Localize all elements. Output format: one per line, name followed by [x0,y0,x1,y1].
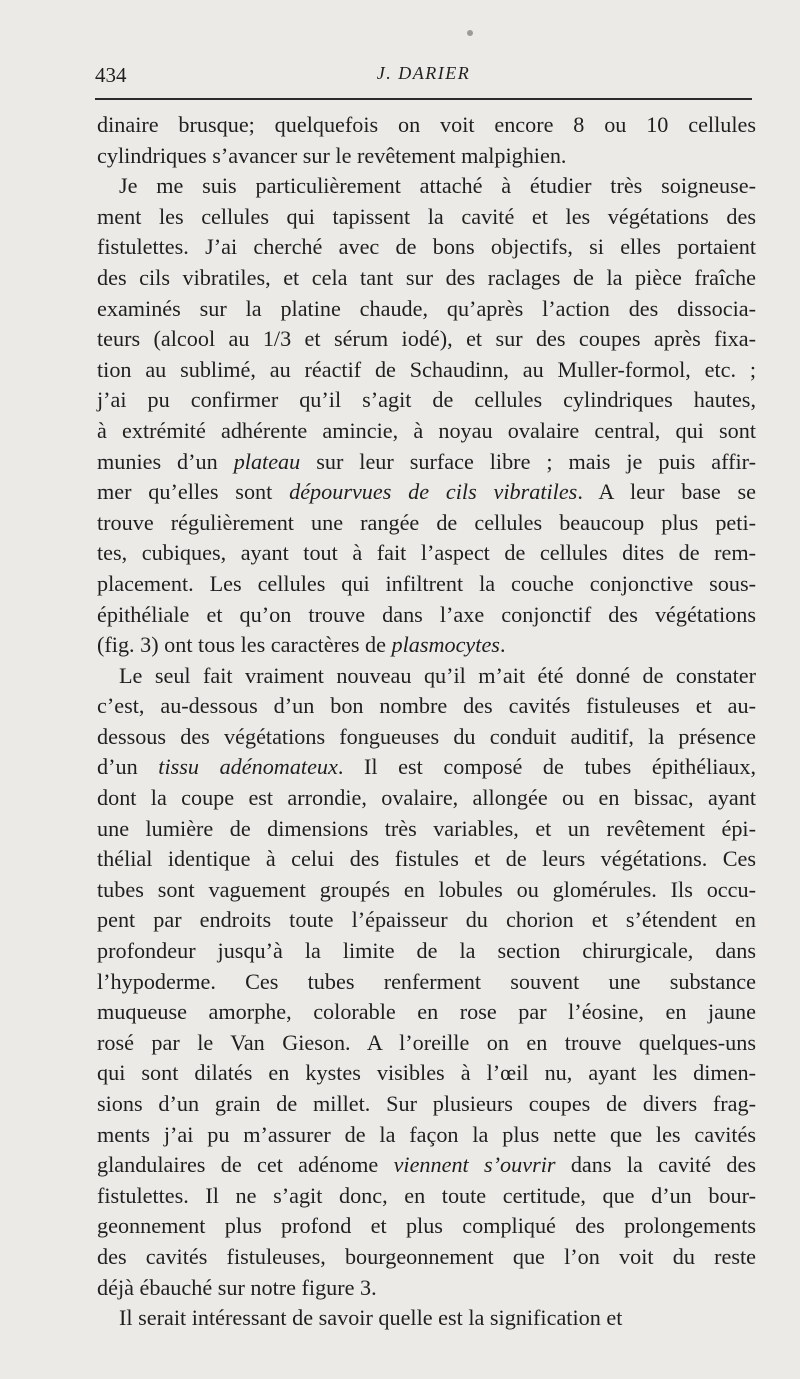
text-run: tubes sont vaguement groupés en lobules ou glomérules. Ils occu- [97,876,756,902]
text-line [97,141,756,172]
text-line [97,844,756,875]
text-run: fistulettes. Il ne s’agit donc, en toute certitude, que d’un bour- [97,1182,756,1208]
text-run: rosé par le Van Gieson. A l’oreille on en trouve quelques-uns [97,1029,756,1055]
text-line [97,171,756,202]
text-line [97,110,756,141]
text-run: épithéliale et qu’on trouve dans l’axe conjonctif des végétations [97,601,756,627]
text-line [97,661,756,692]
text-line [97,722,756,753]
text-run: geonnement plus profond et plus compliqué des prolongements [97,1213,756,1239]
italic-phrase: plasmocytes [391,632,500,658]
text-line [97,202,756,233]
text-run: Je me suis particulièrement attaché à étudier très soigneuse- [119,173,756,199]
text-line [97,1242,756,1273]
text-line [97,263,756,294]
text-line [97,416,756,447]
text-run: thélial identique à celui des fistules et de leurs végétations. Ces [97,846,756,872]
text-run: ments j’ai pu m’assurer de la façon la plus nette que les cavités [97,1121,756,1147]
text-run: l’hypoderme. Ces tubes renferment souvent une substance [97,968,756,994]
text-run: muqueuse amorphe, colorable en rose par l’éosine, en jaune [97,999,756,1025]
text-line [97,477,756,508]
text-line [97,630,756,661]
text-run: cylindriques s’avancer sur le revêtement malpighien. [97,142,567,168]
text-line [97,752,756,783]
paragraph [97,171,756,661]
text-run: . [499,632,506,658]
body-text [97,110,756,1334]
running-head: J. DARIER [376,63,471,83]
italic-phrase: viennent s’ouvrir [393,1152,556,1178]
text-run: trouve régulièrement une rangée de cellules beaucoup plus peti- [97,509,756,535]
text-run: une lumière de dimensions très variables, et un revêtement épi- [97,815,756,841]
text-run: j’ai pu confirmer qu’il s’agit de cellules cylindriques hautes, [97,387,756,413]
text-line [97,1028,756,1059]
text-run: ment les cellules qui tapissent la cavité et les végétations des [97,203,756,229]
text-line [97,600,756,631]
paragraph [97,661,756,1303]
text-line [97,1181,756,1212]
text-run: placement. Les cellules qui infiltrent la couche conjonctive sous- [97,570,756,596]
paragraph [97,110,756,171]
text-line [97,783,756,814]
italic-phrase: tissu adénomateux [158,754,338,780]
text-run: tes, cubiques, ayant tout à fait l’aspect de cellules dites de rem- [97,540,756,566]
text-line [97,324,756,355]
text-line [97,814,756,845]
text-run: Le seul fait vraiment nouveau qu’il m’ait été donné de constater [119,662,756,688]
text-line [97,1211,756,1242]
text-run: fistulettes. J’ai cherché avec de bons objectifs, si elles portaient [97,234,756,260]
text-run: Il serait intéressant de savoir quelle est la signification et [119,1305,623,1331]
text-line [97,569,756,600]
text-run: déjà ébauché sur notre figure 3. [97,1274,377,1300]
page-header [95,63,752,99]
text-run: dont la coupe est arrondie, ovalaire, allongée ou en bissac, ayant [97,785,756,811]
text-line [97,875,756,906]
text-run: des cavités fistuleuses, bourgeonnement que l’on voit du reste [97,1243,756,1269]
text-line [97,905,756,936]
text-line [97,232,756,263]
text-line [97,1120,756,1151]
text-line [97,538,756,569]
text-line [97,1303,756,1334]
text-run: des cils vibratiles, et cela tant sur des raclages de la pièce fraîche [97,264,756,290]
text-run: qui sont dilatés en kystes visibles à l’œil nu, ayant les dimen- [97,1060,756,1086]
text-line [97,385,756,416]
text-run: dessous des végétations fongueuses du conduit auditif, la présence [97,723,756,749]
text-line [97,294,756,325]
text-line [97,1150,756,1181]
text-run: dinaire brusque; quelquefois on voit encore 8 ou 10 cellules [97,112,756,137]
text-run: (fig. 3) ont tous les caractères de [97,632,392,658]
text-run: dans la cavité des [555,1152,756,1178]
text-run: . A leur base se [577,479,756,505]
text-line [97,1089,756,1120]
text-run: examinés sur la platine chaude, qu’après l’action des dissocia- [97,295,756,321]
italic-phrase: plateau [233,448,301,474]
text-line [97,967,756,998]
text-run: sions d’un grain de millet. Sur plusieurs coupes de divers frag- [97,1091,756,1116]
text-run: teurs (alcool au 1/3 et sérum iodé), et sur des coupes après fixa- [97,326,756,352]
text-line [97,508,756,539]
text-line [97,447,756,478]
text-line [97,691,756,722]
text-run: profondeur jusqu’à la limite de la section chirurgicale, dans [97,938,756,964]
text-run: munies d’un [97,448,234,474]
text-run: sur leur surface libre ; mais je puis affir- [300,448,757,474]
ink-smudge [467,30,473,36]
text-line [97,936,756,967]
text-run: pent par endroits toute l’épaisseur du chorion et s’étendent en [97,907,756,933]
header-rule [95,98,752,100]
text-run: mer qu’elles sont [97,479,290,505]
text-run: c’est, au-dessous d’un bon nombre des cavités fistuleuses et au- [97,693,756,719]
text-line [97,355,756,386]
page-number: 434 [95,63,127,87]
text-line [97,997,756,1028]
text-line [97,1273,756,1304]
text-run: . Il est composé de tubes épithéliaux, [337,754,756,780]
italic-phrase: dépourvues de cils vibratiles [289,479,578,505]
text-run: à extrémité adhérente amincie, à noyau ovalaire central, qui sont [97,417,756,443]
text-run: glandulaires de cet adénome [97,1152,394,1178]
text-run: tion au sublimé, au réactif de Schaudinn, au Muller-formol, etc. ; [97,356,756,382]
paragraph [97,1303,756,1334]
text-run: d’un [97,754,159,780]
text-line [97,1058,756,1089]
